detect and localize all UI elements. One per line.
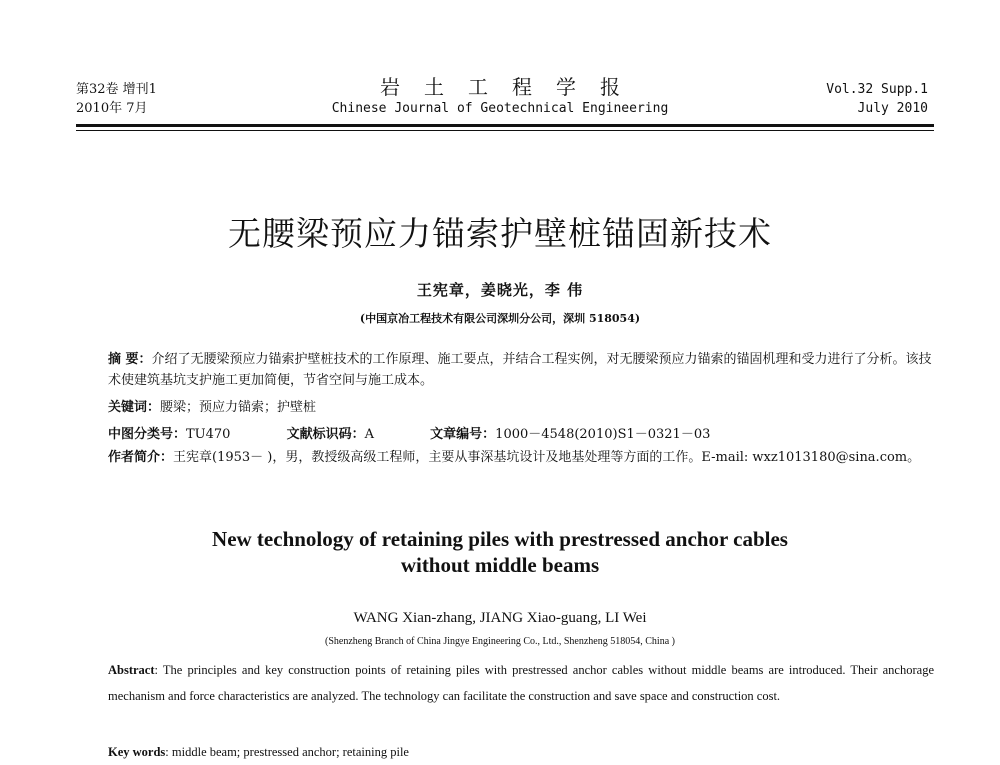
abstract-en <box>108 657 934 709</box>
publication-date: 2010年 7月 <box>76 101 148 116</box>
volume-supp-en: Vol.32 Supp.1 <box>826 82 928 97</box>
volume-issue: 第32卷 增刊1 <box>76 82 157 97</box>
document-code <box>287 424 374 445</box>
clc-label: 中图分类号： <box>108 427 187 442</box>
header-rule-thin <box>76 130 934 131</box>
abstract-cn <box>108 349 934 391</box>
title-en-line1: New technology of retaining piles with prestressed anchor cables <box>212 527 788 551</box>
abstract-label-en: Abstract <box>108 663 155 677</box>
abstract-label-cn: 摘 要： <box>108 352 152 367</box>
doc-code-label: 文献标识码： <box>286 427 365 442</box>
journal-title-block <box>300 74 700 118</box>
keywords-label-en: Key words <box>108 745 166 759</box>
keywords-cn <box>108 397 934 418</box>
abstract-text-cn: 介绍了无腰梁预应力锚索护壁桩技术的工作原理、施工要点，并结合工程实例，对无腰梁预应力锚索的锚固机理和受力进行了分析。该技术使建筑基坑支护施工更加简便，节省空间与施工成本。 <box>108 352 932 388</box>
authors-cn: 王宪章，姜晓光，李 伟 <box>416 281 584 299</box>
affiliation-cn: (中国京冶工程技术有限公司深圳分公司，深圳 518054) <box>359 312 641 325</box>
date-en: July 2010 <box>857 101 928 116</box>
header-rule-thick <box>76 124 934 127</box>
author-bio <box>108 446 934 470</box>
abstract-text-en: : The principles and key construction points of retaining piles with prestressed anchor cables without middle beams are introduced. Their anchorage mechanism and force characteristics are analyzed. The technology can facilitate the construction and save space and construction cost. <box>108 663 934 703</box>
journal-title-cn: 岩土工程学报 <box>380 75 644 99</box>
article-no-value: 1000－4548(2010)S1－0321－03 <box>495 427 711 442</box>
title-en-line2: without middle beams <box>400 553 600 577</box>
keywords-en <box>108 739 934 765</box>
volume-info-en <box>826 80 928 118</box>
journal-title-en: Chinese Journal of Geotechnical Engineering <box>331 101 669 116</box>
clc-number <box>108 424 230 445</box>
article-number <box>430 424 710 445</box>
article-no-label: 文章编号： <box>430 427 496 442</box>
bio-text: 王宪章(1953－ )，男，教授级高级工程师，主要从事深基坑设计及地基处理等方面的工作。E-mail: wxz1013180@sina.com。 <box>173 450 921 465</box>
keywords-text-en: : middle beam; prestressed anchor; retaining pile <box>165 745 409 759</box>
issue-info <box>76 80 157 118</box>
clc-value: TU470 <box>186 427 231 442</box>
affiliation-en: (Shenzheng Branch of China Jingye Engineering Co., Ltd., Shenzheng 518054, China ) <box>325 636 675 647</box>
classification-row <box>108 424 934 445</box>
authors-en: WANG Xian-zhang, JIANG Xiao-guang, LI Wei <box>353 610 647 626</box>
doc-code-value: A <box>364 427 375 442</box>
bio-label: 作者简介： <box>108 450 174 465</box>
keywords-text-cn: 腰梁；预应力锚索；护壁桩 <box>160 400 317 415</box>
paper-title-cn: 无腰梁预应力锚索护壁桩锚固新技术 <box>228 214 772 253</box>
paper-title-en <box>0 526 1000 578</box>
keywords-label-cn: 关键词： <box>108 400 161 415</box>
